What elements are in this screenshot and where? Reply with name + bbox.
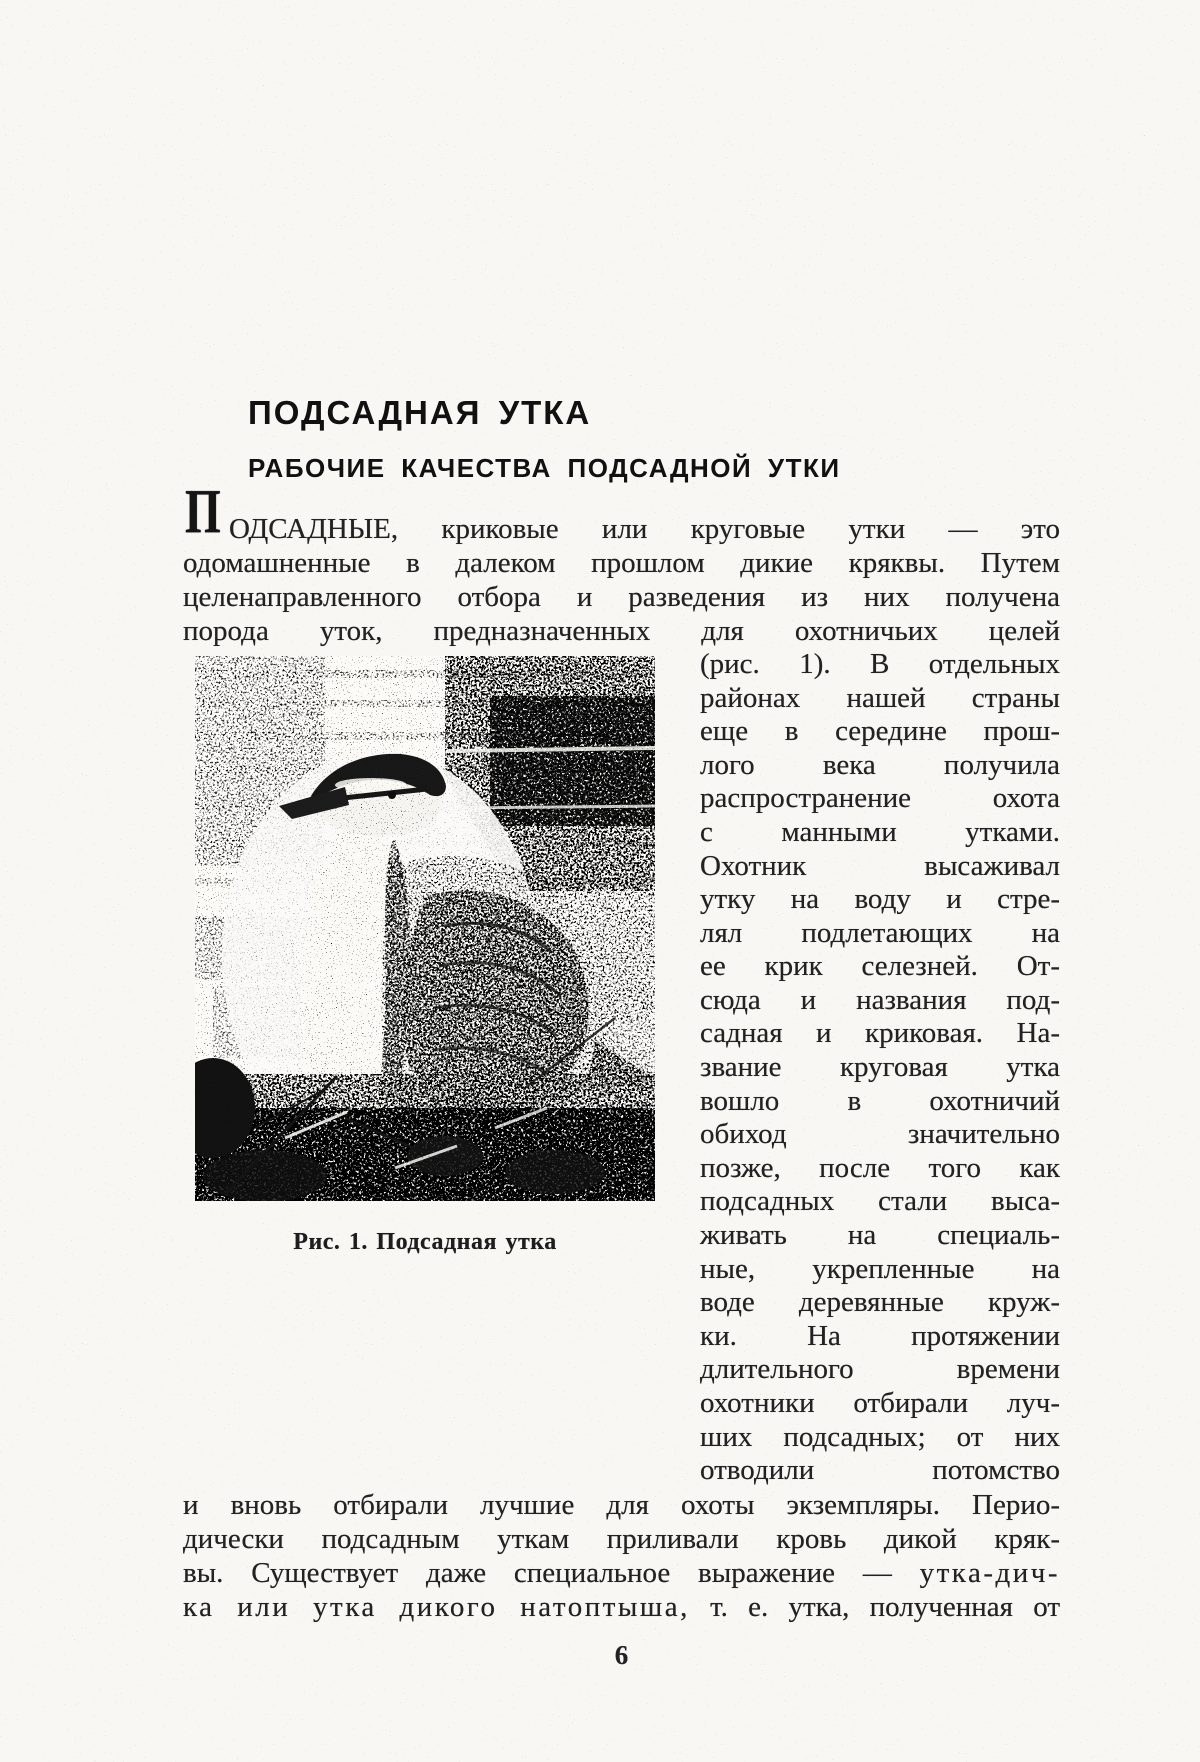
text-line: еще в середине прош- [700, 715, 1060, 748]
text-line: дически подсадным уткам приливали кровь дикой кряк- [183, 1522, 1060, 1555]
text-line: и вновь отбирали лучшие для охоты экземпляры. Перио- [183, 1488, 1060, 1521]
text-line: садная и криковая. На- [700, 1017, 1060, 1050]
figure-and-text-row [183, 648, 1060, 1488]
duck-photo-image [195, 656, 655, 1201]
page-number: 6 [614, 1639, 629, 1670]
text-line: с манными утками. [700, 815, 1060, 848]
text-line: Охотник высаживал [700, 849, 1060, 882]
text-line: вошло в охотничий [700, 1084, 1060, 1117]
text-line: длительного времени [700, 1353, 1060, 1386]
section-subtitle: РАБОЧИЕ КАЧЕСТВА ПОДСАДНОЙ УТКИ [248, 452, 841, 483]
text-line: обиход значительно [700, 1118, 1060, 1151]
photo-grain-overlay [195, 656, 655, 1201]
text-line: целенаправленного отбора и разведения из них получена [183, 580, 1060, 613]
text-line: (рис. 1). В отдельных [700, 647, 1060, 680]
text-line: распространение охота [700, 782, 1060, 815]
chapter-title: ПОДСАДНАЯ УТКА [248, 394, 592, 431]
text-line: лял подлетающих на [700, 916, 1060, 949]
text-segment: т. е. утка, полученная от [689, 1590, 1060, 1623]
text-line: ших подсадных; от них [700, 1420, 1060, 1453]
text-line: воде деревянные круж- [700, 1286, 1060, 1319]
text-line: районах нашей страны [700, 681, 1060, 714]
emphasis-term: ка или утка дикого натоптыша, [183, 1590, 690, 1623]
text-line: сюда и названия под- [700, 983, 1060, 1016]
text-block [183, 0, 1060, 1671]
text-line: ные, укрепленные на [700, 1252, 1060, 1285]
text-line: лого века получила [700, 748, 1060, 781]
text-line: звание круговая утка [700, 1051, 1060, 1084]
text-line: позже, после того как [700, 1151, 1060, 1184]
text-line: охотники отбирали луч- [700, 1387, 1060, 1419]
text-line: одомашненные в далеком прошлом дикие кряквы. Путем [183, 546, 1060, 579]
figure-caption: Рис. 1. Подсадная утка [293, 1228, 557, 1255]
text-line [183, 1590, 1060, 1624]
text-line: отводили потомство [700, 1454, 1060, 1487]
text-line: ОДСАДНЫЕ, криковые или круговые утки — это [229, 512, 1060, 545]
figure [183, 648, 655, 1256]
wrapped-text-column [700, 648, 1060, 1488]
text-line: ее крик селезней. От- [700, 950, 1060, 983]
text-line: живать на специаль- [700, 1219, 1060, 1252]
text-line: порода уток, предназначенных для охотничьих целей [183, 614, 1060, 647]
intro-paragraph [183, 477, 1060, 648]
text-line [183, 1556, 1060, 1590]
text-line: утку на воду и стре- [700, 883, 1060, 916]
text-line: ки. На протяжении [700, 1319, 1060, 1352]
emphasis-term: утка-дич- [919, 1556, 1060, 1589]
drop-cap: П [185, 477, 221, 546]
text-line: подсадных стали выса- [700, 1185, 1060, 1218]
text-segment: вы. Существует даже специальное выражение — [183, 1556, 920, 1589]
closing-paragraph [183, 1488, 1060, 1624]
